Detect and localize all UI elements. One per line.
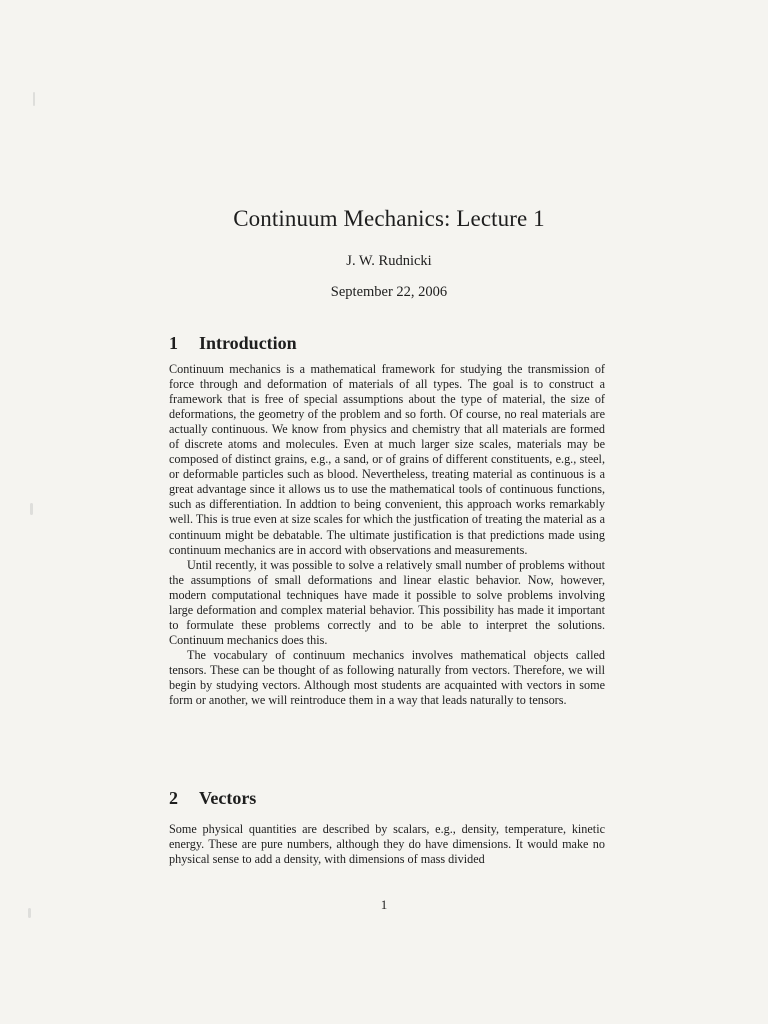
section-heading-introduction <box>169 333 297 354</box>
scan-artifact <box>33 92 35 106</box>
document-date: September 22, 2006 <box>330 284 448 300</box>
section-body-vectors <box>169 822 605 867</box>
section-number: 1 <box>169 333 178 353</box>
section-title: Vectors <box>199 788 257 808</box>
section-body-introduction <box>169 362 605 708</box>
paragraph: The vocabulary of continuum mechanics involves mathematical objects called tensors. These can be thought of as following naturally from vectors. Therefore, we will begin by studying vectors. Although most students are acquainted with vectors in some form or another, we will reintroduce them in a way that leads naturally to tensors. <box>169 647 605 708</box>
section-title: Introduction <box>199 333 297 353</box>
paragraph: Some physical quantities are described by scalars, e.g., density, temperature, kinetic energy. These are pure numbers, although they do have dimensions. It would make no physical sense to add a density, with dimensions of mass divided <box>169 822 605 867</box>
paragraph: Continuum mechanics is a mathematical framework for studying the transmission of force through and deformation of materials of all types. The goal is to construct a framework that is free of special assumptions about the type of material, the size of deformations, the geometry of the problem and so forth. Of course, no real materials are actually continuous. We know from physics and chemistry that all materials are formed of discrete atoms and molecules. Even at much larger size scales, materials may be composed of distinct grains, e.g., a sand, or of grains of different constituents, e.g., steel, or deformable particles such as blood. Nevertheless, treating material as continuous is a great advantage since it allows us to use the mathematical tools of continuous functions, such as differentiation. In addtion to being convenient, this approach works remarkably well. This is true even at size scales for which the justfication of treating the material as a continuum might be debatable. The ultimate justification is that predictions made using continuum mechanics are in accord with observations and measurements. <box>169 362 605 557</box>
page-number: 1 <box>380 897 388 912</box>
document-title: Continuum Mechanics: Lecture 1 <box>233 206 545 231</box>
section-heading-vectors <box>169 788 256 809</box>
document-author: J. W. Rudnicki <box>346 253 432 269</box>
paragraph: Until recently, it was possible to solve a relatively small number of problems without the assumptions of small deformations and linear elastic behavior. Now, however, modern computational techniques have made it possible to solve problems involving large deformation and complex material behavior. This possibility has made it important to formulate these problems correctly and to be able to interpret the solutions. Continuum mechanics does this. <box>169 557 605 647</box>
scan-artifact <box>30 503 33 515</box>
section-number: 2 <box>169 788 178 808</box>
